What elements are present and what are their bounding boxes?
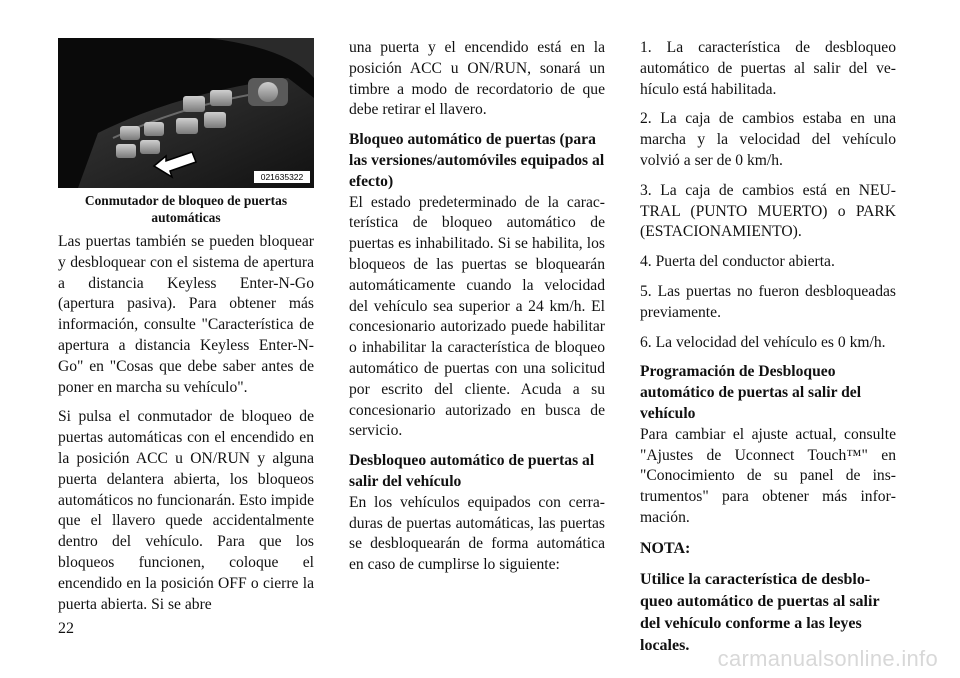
list-item: 3. La caja de cambios está en NEUTRAL (PUNTO MUERTO) o PARK (ESTACIONAMIENTO).	[640, 181, 896, 241]
paragraph: En los vehículos equipados con cerraduras de puertas automáticas, las puertas se desbloquearán de forma automática en caso de cumplirse lo siguiente:	[349, 493, 605, 574]
figure-code: 021635322	[260, 172, 304, 182]
paragraph: Las puertas también se pueden bloquear y desbloquear con el sistema de apertura a distancia Keyless Enter-N-Go (apertura pasiva). Para obtener más información, consulte "Característica de apertura a distancia Keyless Enter-N-Go" en "Cosas que debe saber antes de poner en marcha su vehículo".	[58, 233, 314, 396]
paragraph: una puerta y el encendido está en la posición ACC u ON/RUN, sonará un timbre a modo de recordatorio de que debe retirar el llavero.	[349, 39, 605, 119]
section-heading: Desbloqueo automático de puertas al salir del vehículo	[349, 452, 595, 490]
section-heading: Programación de Desbloqueo automático de puertas al salir del vehículo	[640, 363, 862, 422]
list-item: 1. La característica de desbloqueo automático de puertas al salir del vehículo está habilitada.	[640, 39, 896, 98]
paragraph: Para cambiar el ajuste actual, consulte "Ajustes de Uconnect Touch™" en "Conocimiento de su panel de instrumentos" para obtener más información.	[640, 425, 896, 526]
column-3	[640, 38, 896, 666]
door-switch-figure	[58, 38, 314, 188]
column-1	[58, 38, 314, 624]
list-item: 6. La velocidad del vehículo es 0 km/h.	[640, 333, 886, 351]
column-2	[349, 38, 605, 585]
door-lock-switch-illustration	[58, 38, 314, 188]
note-text: Utilice la característica de desbloqueo automático de puertas al salir del vehículo conforme a las leyes locales.	[640, 570, 880, 654]
page-number: 22	[58, 620, 74, 637]
watermark[interactable]: carmanualsonline.info	[717, 646, 938, 671]
paragraph: Si pulsa el conmutador de bloqueo de puertas automáticas con el encendido en la posición ACC u ON/RUN y alguna puerta delantera abierta, los bloqueos automáticos no funcionarán. Esto impide que el llavero quede accidentalmente dentro del vehículo. Para que los bloqueos funcionen, coloque el encendido en la posición OFF o cierre la puerta abierta. Si se abre	[58, 408, 314, 613]
paragraph: El estado predeterminado de la característica de bloqueo automático de puertas es inhabilitado. Si se habilita, los bloqueos de las puertas se bloquearán automáticamente cuando la velocidad del vehículo sea superior a 24 km/h. El concesionario autorizado puede habilitar o inhabilitar la característica de bloqueo automático de puertas con una solicitud por escrito del cliente. Acuda a su concesionario autorizado en busca de servicio.	[349, 193, 605, 440]
list-item: 5. Las puertas no fueron desbloqueadas previamente.	[640, 282, 896, 321]
note-label: NOTA:	[640, 539, 691, 557]
figure-caption: Conmutador de bloqueo de puertas automáticas	[84, 193, 288, 225]
section-heading: Bloqueo automático de puertas (para las versiones/automóviles equipados al efecto)	[349, 131, 605, 190]
list-item: 2. La caja de cambios estaba en una marcha y la velocidad del vehículo volvió a ser de 0 km/h.	[640, 110, 896, 169]
list-item: 4. Puerta del conductor abierta.	[640, 253, 835, 271]
